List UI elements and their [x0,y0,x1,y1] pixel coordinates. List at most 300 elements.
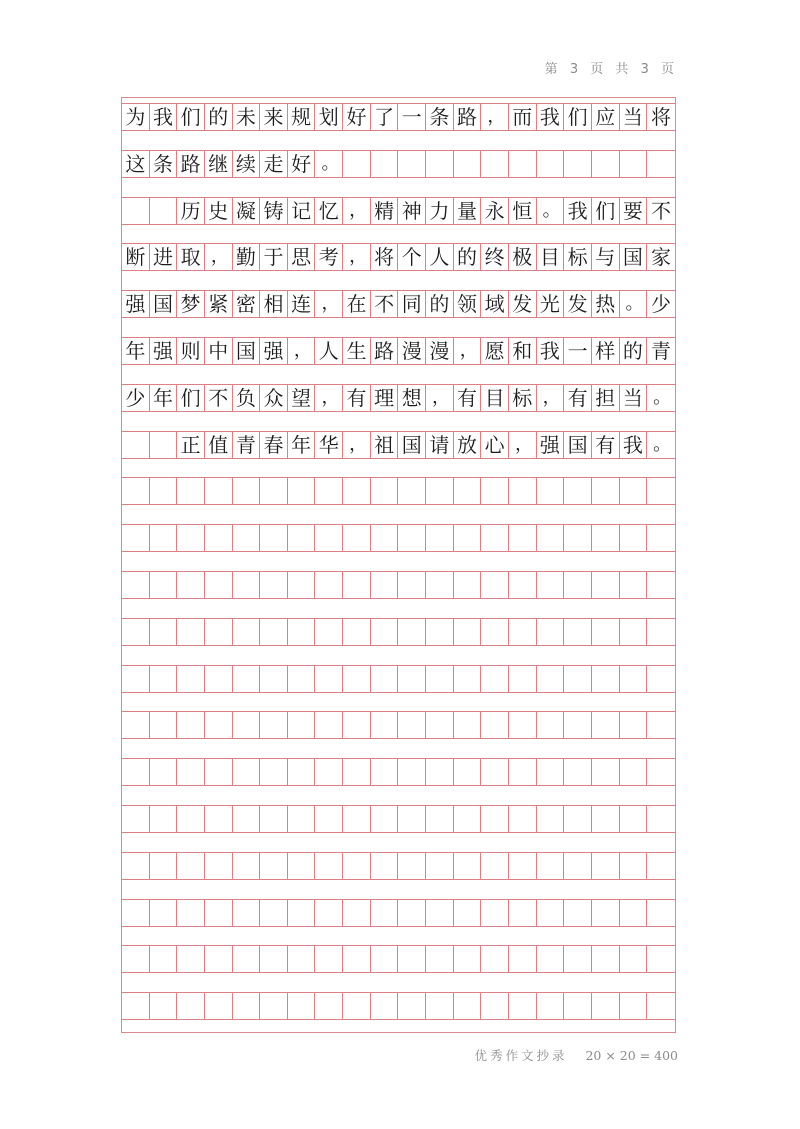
grid-cell [150,946,178,972]
grid-cell: 未 [233,104,261,130]
grid-cell [260,900,288,926]
grid-cell [343,853,371,879]
grid-cell [343,712,371,738]
grid-cell [647,900,675,926]
grid-row [122,431,675,459]
grid-cell [260,712,288,738]
grid-row [122,524,675,552]
grid-cell [371,853,399,879]
grid-cell [592,525,620,551]
grid-cell [537,712,565,738]
grid-cell: ， [343,198,371,224]
grid-cell: 的 [620,338,648,364]
grid-cell [371,946,399,972]
grid-cell [260,619,288,645]
grid-cell [564,806,592,832]
grid-cell: 想 [398,385,426,411]
grid-cell [122,946,150,972]
grid-cell: 华 [315,432,343,458]
grid-cell [454,478,482,504]
grid-cell [592,478,620,504]
grid-cell [537,478,565,504]
grid-cell [647,806,675,832]
grid-cell [260,993,288,1019]
grid-cell [564,759,592,785]
grid-cell: 史 [205,198,233,224]
grid-cell: 愿 [481,338,509,364]
grid-cell: 进 [150,244,178,270]
grid-cell [205,712,233,738]
grid-cell [454,993,482,1019]
grid-cell: 国 [398,432,426,458]
grid-cell: 路 [454,104,482,130]
grid-cell: 的 [205,104,233,130]
grid-cell [122,853,150,879]
grid-cell [537,759,565,785]
grid-cell [343,151,371,177]
grid-cell: 生 [343,338,371,364]
grid-cell: 的 [454,244,482,270]
grid-cell [122,993,150,1019]
grid-cell [260,478,288,504]
grid-cell: 标 [509,385,537,411]
grid-cell: 领 [454,291,482,317]
grid-cell [288,900,316,926]
grid-cell [426,666,454,692]
grid-cell [537,853,565,879]
grid-cell [398,946,426,972]
grid-cell [481,806,509,832]
grid-cell [343,478,371,504]
grid-cell [398,759,426,785]
grid-cell: ， [315,385,343,411]
grid-cell: 终 [481,244,509,270]
grid-cell [454,151,482,177]
grid-cell: 年 [288,432,316,458]
grid-cell [233,572,261,598]
grid-cell [288,572,316,598]
grid-cell [426,993,454,1019]
grid-cell [426,946,454,972]
grid-cell [647,619,675,645]
grid-cell [233,619,261,645]
grid-cell: 精 [371,198,399,224]
grid-cell: 我 [150,104,178,130]
grid-cell: 漫 [398,338,426,364]
grid-cell [620,572,648,598]
grid-cell [177,712,205,738]
grid-cell [177,572,205,598]
grid-cell: 记 [288,198,316,224]
grid-cell: 们 [177,104,205,130]
grid-cell: 凝 [233,198,261,224]
grid-cell: ， [537,385,565,411]
grid-cell [509,572,537,598]
grid-cell [564,151,592,177]
grid-cell [288,525,316,551]
grid-cell [481,151,509,177]
grid-cell [537,619,565,645]
total-page-number: 3 [640,62,651,77]
grid-cell: 划 [315,104,343,130]
grid-cell [177,900,205,926]
grid-row [122,618,675,646]
grid-cell [537,993,565,1019]
grid-cell: 当 [620,385,648,411]
grid-cell [537,151,565,177]
grid-cell [647,993,675,1019]
grid-cell: 们 [592,198,620,224]
grid-cell: 人 [315,338,343,364]
grid-cell: 众 [260,385,288,411]
grid-cell [647,946,675,972]
grid-cell [288,946,316,972]
grid-cell [205,806,233,832]
grid-cell: 样 [592,338,620,364]
grid-cell: 将 [371,244,399,270]
grid-cell [260,666,288,692]
grid-cell: 于 [260,244,288,270]
grid-cell: 有 [564,385,592,411]
grid-cell: 理 [371,385,399,411]
grid-cell: 继 [205,151,233,177]
grid-cell: 思 [288,244,316,270]
grid-cell [343,572,371,598]
grid-cell [233,712,261,738]
grid-cell [315,806,343,832]
grid-cell [647,853,675,879]
grid-cell [343,946,371,972]
grid-cell [398,993,426,1019]
grid-cell [564,993,592,1019]
grid-cell [620,666,648,692]
grid-cell [620,712,648,738]
grid-cell [509,712,537,738]
grid-cell [564,478,592,504]
grid-cell [398,619,426,645]
grid-cell [647,666,675,692]
grid-cell [150,993,178,1019]
grid-cell: 恒 [509,198,537,224]
grid-cell [564,853,592,879]
grid-cell: 祖 [371,432,399,458]
grid-cell [481,853,509,879]
grid-cell [481,946,509,972]
grid-cell [205,666,233,692]
grid-cell [343,525,371,551]
grid-cell: 为 [122,104,150,130]
grid-cell: 强 [150,338,178,364]
grid-cell: 光 [537,291,565,317]
grid-cell [647,525,675,551]
grid-cell [343,993,371,1019]
grid-cell [315,759,343,785]
grid-cell [150,806,178,832]
current-page-number: 3 [569,62,581,77]
grid-cell [150,900,178,926]
grid-cell [260,853,288,879]
grid-cell [205,853,233,879]
grid-cell [205,993,233,1019]
grid-cell [177,478,205,504]
grid-cell [509,525,537,551]
grid-cell [426,151,454,177]
page-unit: 页 [590,62,606,77]
grid-cell [426,712,454,738]
grid-cell [150,478,178,504]
grid-cell [481,759,509,785]
grid-cell [150,853,178,879]
grid-cell: 断 [122,244,150,270]
grid-cell [343,900,371,926]
total-unit: 页 [660,62,676,77]
composition-grid [121,97,676,1033]
grid-row [122,384,675,412]
grid-cell [398,151,426,177]
grid-cell [564,946,592,972]
grid-cell: 条 [426,104,454,130]
footer-title: 优秀作文抄录 [474,1048,568,1063]
grid-cell: 量 [454,198,482,224]
grid-cell: 规 [288,104,316,130]
grid-cell: 少 [122,385,150,411]
grid-cell [564,712,592,738]
grid-cell: 与 [592,244,620,270]
grid-cell: 目 [537,244,565,270]
grid-cell [592,619,620,645]
grid-cell: 中 [205,338,233,364]
grid-cell: 路 [371,338,399,364]
grid-cell: 走 [260,151,288,177]
grid-cell [315,572,343,598]
grid-cell [288,712,316,738]
grid-cell [288,619,316,645]
grid-cell: 放 [454,432,482,458]
grid-cell: 紧 [205,291,233,317]
page-prefix: 第 [544,62,560,77]
grid-cell [509,759,537,785]
grid-cell: 永 [481,198,509,224]
grid-cell [620,806,648,832]
grid-cell: 。 [653,386,672,408]
grid-cell [481,900,509,926]
grid-cell [481,525,509,551]
grid-cell: 同 [398,291,426,317]
grid-cell [371,151,399,177]
grid-cell: 值 [205,432,233,458]
grid-cell [647,759,675,785]
grid-cell: 密 [233,291,261,317]
grid-cell: ， [481,104,509,130]
grid-cell: ， [426,385,454,411]
grid-cell [122,198,150,224]
total-prefix: 共 [615,62,631,77]
grid-cell: 力 [426,198,454,224]
grid-cell: 了 [371,104,399,130]
grid-cell [620,993,648,1019]
grid-cell [564,900,592,926]
grid-cell: 国 [564,432,592,458]
grid-cell [509,853,537,879]
grid-cell: ， [205,244,233,270]
grid-cell [426,900,454,926]
grid-cell [122,806,150,832]
grid-cell [564,572,592,598]
grid-cell: 国 [233,338,261,364]
page-number-indicator [543,58,678,77]
grid-cell [454,900,482,926]
grid-cell [592,759,620,785]
grid-cell [371,900,399,926]
grid-cell [288,853,316,879]
grid-cell [398,900,426,926]
grid-cell [315,666,343,692]
grid-cell [233,478,261,504]
grid-cell: 条 [150,151,178,177]
grid-cell [122,478,150,504]
grid-cell: 国 [150,291,178,317]
grid-cell [481,666,509,692]
grid-cell [481,993,509,1019]
grid-cell [371,525,399,551]
grid-cell [537,806,565,832]
grid-cell [205,572,233,598]
grid-cell: 的 [426,291,454,317]
grid-cell [620,619,648,645]
grid-cell [454,666,482,692]
grid-cell: 我 [564,198,592,224]
grid-cell: 热 [592,291,620,317]
grid-cell [150,525,178,551]
grid-cell [288,666,316,692]
page-footer [474,1046,678,1064]
grid-cell: 们 [177,385,205,411]
grid-cell [150,666,178,692]
grid-cell [315,946,343,972]
grid-cell: 要 [620,198,648,224]
grid-cell: 在 [343,291,371,317]
grid-cell: 和 [509,338,537,364]
grid-cell [233,900,261,926]
grid-cell [177,806,205,832]
grid-cell [122,619,150,645]
grid-cell [398,853,426,879]
grid-cell [454,525,482,551]
grid-cell [426,853,454,879]
grid-cell: ， [454,338,482,364]
grid-cell: 我 [620,432,648,458]
grid-cell [315,900,343,926]
grid-cell: 相 [260,291,288,317]
grid-cell [398,666,426,692]
grid-row [122,711,675,739]
grid-cell: 将 [650,105,671,129]
grid-cell: 正 [177,432,205,458]
grid-row [122,337,675,365]
grid-cell: 而 [509,104,537,130]
grid-row [122,290,675,318]
grid-cell [509,900,537,926]
grid-cell: 我 [537,338,565,364]
grid-cell [343,666,371,692]
grid-cell [122,666,150,692]
grid-cell [454,712,482,738]
grid-cell: 春 [260,432,288,458]
grid-cell [205,759,233,785]
grid-cell [260,946,288,972]
grid-row [122,477,675,505]
grid-cell: 家 [650,245,671,270]
grid-cell: 不 [650,198,671,223]
grid-cell [371,619,399,645]
grid-cell [454,806,482,832]
grid-cell [592,853,620,879]
grid-cell [233,946,261,972]
grid-cell [150,572,178,598]
grid-cell [426,806,454,832]
grid-cell: 有 [592,432,620,458]
grid-row [122,805,675,833]
grid-cell: 们 [564,104,592,130]
grid-cell [315,853,343,879]
grid-cell: 神 [398,198,426,224]
grid-cell: 极 [509,244,537,270]
grid-cell: ， [343,244,371,270]
grid-cell [315,619,343,645]
grid-cell: 发 [509,291,537,317]
grid-cell [620,946,648,972]
grid-cell [122,432,150,458]
grid-cell [343,619,371,645]
grid-cell [481,712,509,738]
grid-cell [150,198,178,224]
grid-cell: 负 [233,385,261,411]
grid-cell: 。 [653,433,672,455]
grid-cell: 好 [343,104,371,130]
grid-cell [371,666,399,692]
grid-cell: 续 [233,151,261,177]
grid-row [122,945,675,973]
grid-cell [454,853,482,879]
grid-cell: 青 [233,432,261,458]
grid-cell [260,806,288,832]
grid-cell [620,151,648,177]
grid-cell [150,759,178,785]
grid-cell [592,900,620,926]
grid-cell [177,759,205,785]
grid-cell [509,993,537,1019]
grid-cell [122,572,150,598]
grid-cell: ， [315,291,343,317]
grid-cell: 强 [122,291,150,317]
grid-cell: ， [509,432,537,458]
grid-cell [398,572,426,598]
grid-cell: 发 [564,291,592,317]
grid-cell: 不 [371,291,399,317]
grid-row [122,243,675,271]
grid-row [122,150,675,178]
grid-cell [426,525,454,551]
grid-cell [620,853,648,879]
grid-cell [122,759,150,785]
grid-cell: 一 [398,104,426,130]
grid-cell [343,806,371,832]
grid-cell [205,478,233,504]
grid-cell: 有 [343,385,371,411]
grid-cell: 有 [454,385,482,411]
grid-cell [592,572,620,598]
grid-cell: 则 [177,338,205,364]
